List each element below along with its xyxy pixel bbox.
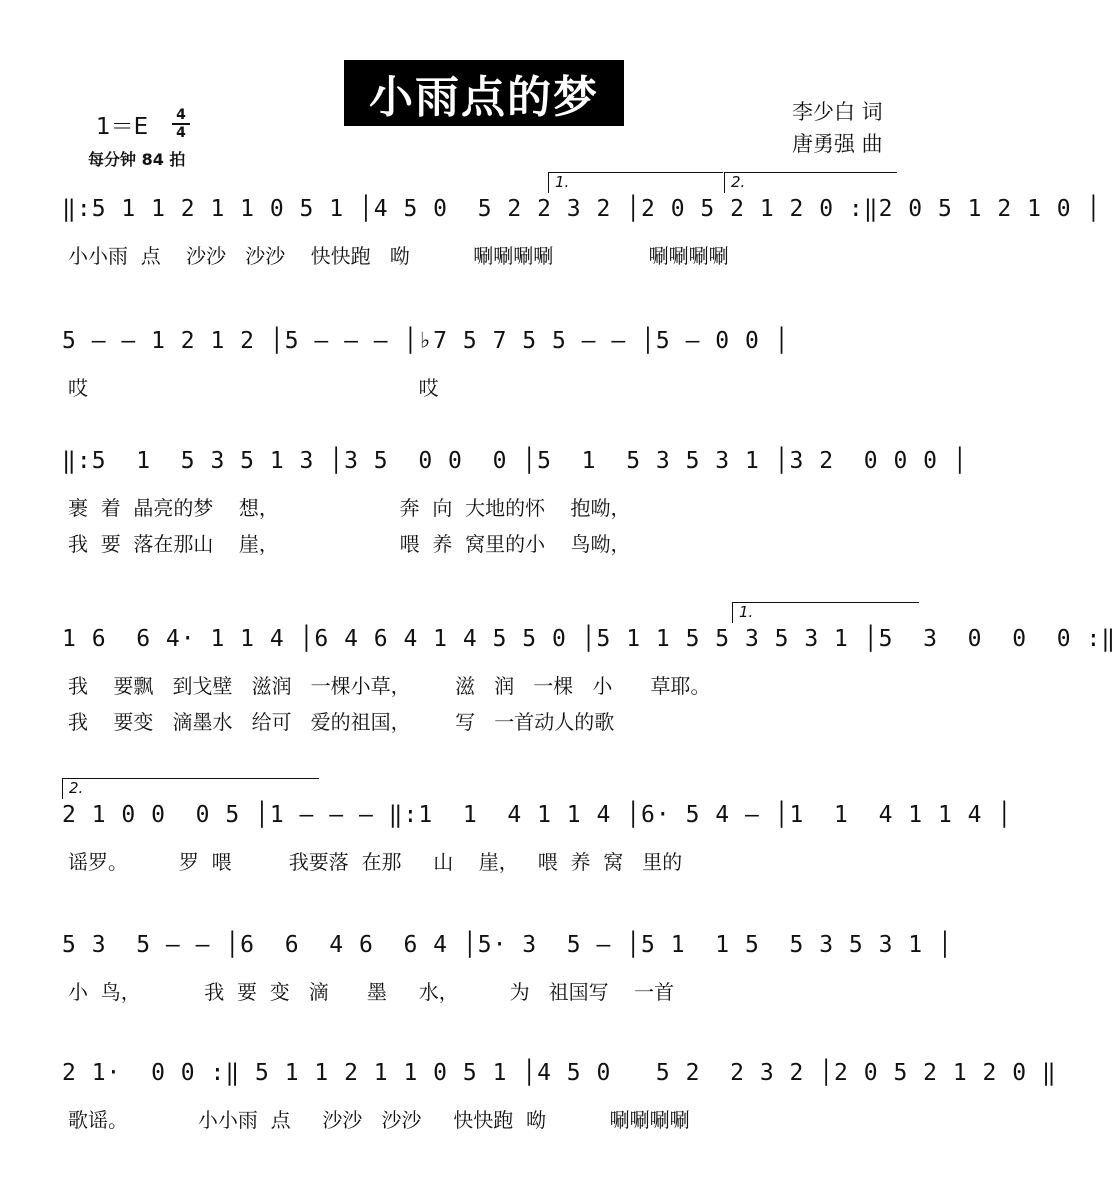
time-signature-bottom: 4 (176, 125, 186, 141)
lyric-row-1: 哎 哎 (68, 376, 439, 400)
lyricist-credit: 李少白 词 (792, 100, 883, 124)
notation-row: 5 3 5 – – │6 6 4 6 6 4 │5· 3 5 – │5 1 1 5 5 3 5 3 1 │ (62, 932, 953, 958)
lyric-row-2: 我 要变 滴墨水 给可 爱的祖国， 写 一首动人的歌 (68, 710, 615, 734)
time-signature (172, 108, 190, 140)
notation-row: ‖:5 1 1 2 1 1 0 5 1 │4 5 0 5 2 2 3 2 │2 0 5 2 1 2 0 :‖2 0 5 1 2 1 0 │ (62, 196, 1102, 222)
score-line-4 (0, 603, 1116, 736)
score-line-7 (0, 1060, 1057, 1170)
score-line-6 (0, 932, 980, 1042)
lyric-row-1: 歌谣。 小小雨 点 沙沙 沙沙 快快跑 呦 唰唰唰唰 (68, 1108, 690, 1132)
lyric-row-1: 谣罗。 罗 喂 我要落 在那 山 崖， 喂 养 窝 里的 (68, 850, 683, 874)
first-ending: 1. (548, 172, 723, 193)
composer-credit: 唐勇强 曲 (792, 132, 883, 156)
notation-row: ‖:5 1 5 3 5 1 3 │3 5 0 0 0 │5 1 5 3 5 3 1 │3 2 0 0 0 │ (62, 448, 968, 474)
lyric-row-2: 我 要 落在那山 崖， 喂 养 窝里的小 鸟呦， (68, 532, 631, 556)
notation-row: 2 1 0 0 0 5 │1 – – – ‖:1 1 4 1 1 4 │6· 5 4 – │1 1 4 1 1 4 │ (62, 802, 1013, 828)
time-signature-top: 4 (176, 107, 186, 123)
second-ending: 2. (724, 172, 897, 193)
notation-row: 1 6 6 4· 1 1 4 │6 4 6 4 1 4 5 5 0 │5 1 1 5 5 3 5 3 1 │5 3 0 0 0 :‖ (62, 626, 1116, 652)
lyric-row-1: 裹 着 晶亮的梦 想， 奔 向 大地的怀 抱呦， (68, 496, 631, 520)
key-signature: 1＝E (96, 114, 149, 140)
lyric-row-1: 我 要飘 到戈壁 滋润 一棵小草， 滋 润 一棵 小 草耶。 (68, 674, 711, 698)
song-title: 小雨点的梦 (344, 60, 624, 126)
notation-row: 2 1· 0 0 :‖ 5 1 1 2 1 1 0 5 1 │4 5 0 5 2 2 3 2 │2 0 5 2 1 2 0 ‖ (62, 1060, 1057, 1086)
second-ending: 2. (62, 778, 319, 799)
tempo-marking: 每分钟 84 拍 (88, 150, 186, 169)
score-line-1 (0, 173, 1102, 306)
lyric-row-1: 小 鸟， 我 要 变 滴 墨 水， 为 祖国写 一首 (68, 980, 675, 1004)
notation-row: 5 – – 1 2 1 2 │5 – – – │♭7 5 7 5 5 – – │5 – 0 0 │ (62, 328, 790, 354)
score-line-3 (0, 448, 980, 558)
lyric-row-1: 小小雨 点 沙沙 沙沙 快快跑 呦 唰唰唰唰 唰唰唰唰 (68, 244, 729, 268)
score-line-2 (0, 328, 980, 438)
first-ending: 1. (732, 602, 919, 623)
score-line-5 (0, 779, 1013, 912)
